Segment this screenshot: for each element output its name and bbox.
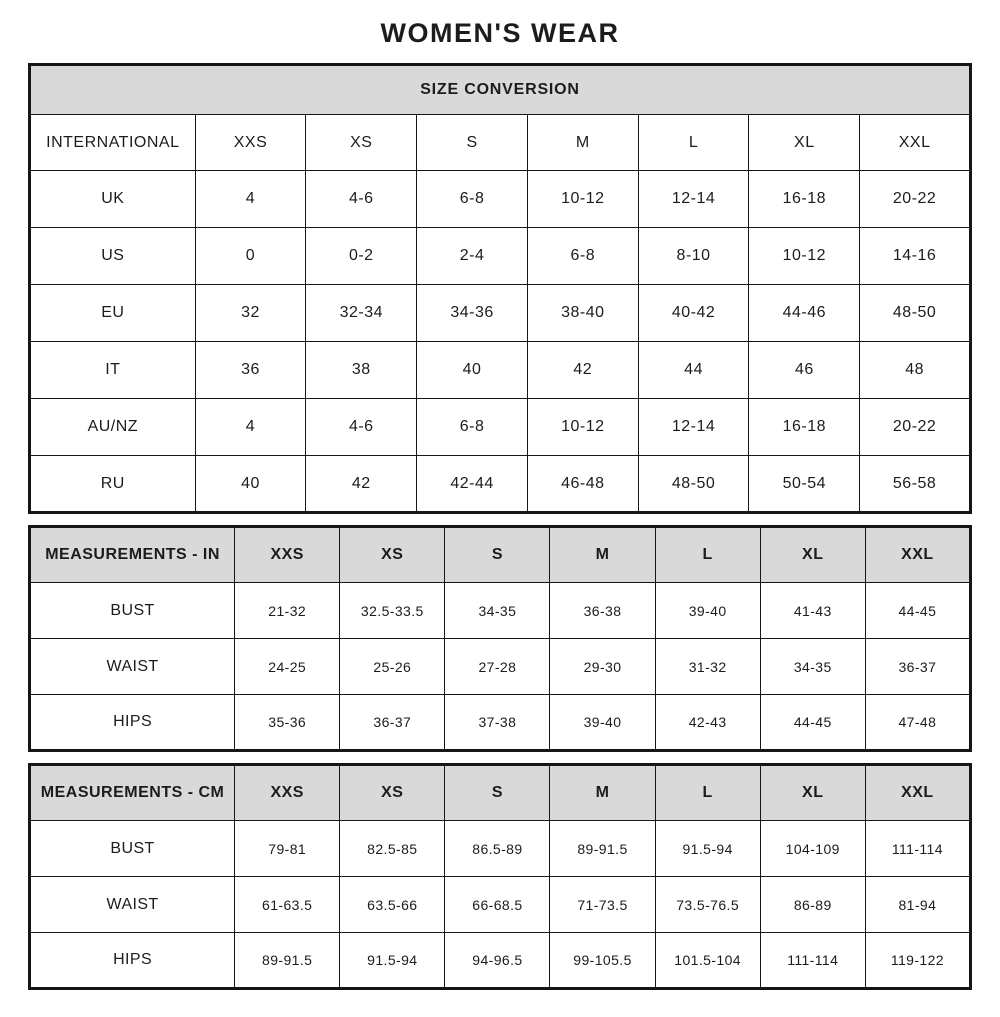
measurement-label: HIPS — [30, 695, 235, 751]
size-value-cell: 8-10 — [638, 228, 749, 285]
size-value-cell: 6-8 — [417, 399, 528, 456]
size-value-cell: 10-12 — [527, 399, 638, 456]
size-value-cell: 12-14 — [638, 171, 749, 228]
size-value-cell: 36 — [195, 342, 306, 399]
measurement-value-cell: 104-109 — [760, 821, 865, 877]
size-conversion-columns-row — [30, 115, 971, 171]
size-conversion-col-size: M — [527, 115, 638, 171]
size-value-cell: 56-58 — [860, 456, 971, 513]
size-value-cell: 48 — [860, 342, 971, 399]
size-conversion-table — [28, 63, 972, 514]
measurements-in-col-size: XS — [340, 527, 445, 583]
size-value-cell: 44 — [638, 342, 749, 399]
size-conversion-col-size: S — [417, 115, 528, 171]
measurement-value-cell: 34-35 — [760, 639, 865, 695]
measurement-value-cell: 82.5-85 — [340, 821, 445, 877]
measurement-value-cell: 99-105.5 — [550, 933, 655, 989]
measurements-cm-col-size: XS — [340, 765, 445, 821]
size-value-cell: 14-16 — [860, 228, 971, 285]
measurement-value-cell: 24-25 — [235, 639, 340, 695]
measurements-in-col-size: S — [445, 527, 550, 583]
size-value-cell: 32 — [195, 285, 306, 342]
measurements-cm-table — [28, 763, 972, 990]
size-value-cell: 34-36 — [417, 285, 528, 342]
table-row — [30, 456, 971, 513]
measurement-value-cell: 39-40 — [550, 695, 655, 751]
measurement-value-cell: 91.5-94 — [655, 821, 760, 877]
measurement-value-cell: 111-114 — [760, 933, 865, 989]
table-row — [30, 228, 971, 285]
size-value-cell: 50-54 — [749, 456, 860, 513]
measurement-value-cell: 42-43 — [655, 695, 760, 751]
measurement-value-cell: 71-73.5 — [550, 877, 655, 933]
size-value-cell: 0 — [195, 228, 306, 285]
measurements-cm-header-row — [30, 765, 971, 821]
measurement-value-cell: 89-91.5 — [235, 933, 340, 989]
measurement-value-cell: 89-91.5 — [550, 821, 655, 877]
region-label: IT — [30, 342, 196, 399]
table-row — [30, 639, 971, 695]
measurement-value-cell: 111-114 — [865, 821, 970, 877]
measurement-value-cell: 79-81 — [235, 821, 340, 877]
size-value-cell: 20-22 — [860, 399, 971, 456]
page-title: WOMEN'S WEAR — [380, 18, 620, 48]
size-value-cell: 4 — [195, 399, 306, 456]
measurement-label: BUST — [30, 583, 235, 639]
measurement-value-cell: 47-48 — [865, 695, 970, 751]
measurement-value-cell: 39-40 — [655, 583, 760, 639]
size-value-cell: 16-18 — [749, 171, 860, 228]
table-row — [30, 342, 971, 399]
measurements-cm-col-size: XXL — [865, 765, 970, 821]
size-conversion-banner-row — [30, 65, 971, 115]
size-value-cell: 42 — [527, 342, 638, 399]
measurement-value-cell: 34-35 — [445, 583, 550, 639]
size-conversion-col-size: XL — [749, 115, 860, 171]
size-value-cell: 10-12 — [527, 171, 638, 228]
measurement-value-cell: 61-63.5 — [235, 877, 340, 933]
region-label: RU — [30, 456, 196, 513]
measurement-value-cell: 94-96.5 — [445, 933, 550, 989]
measurements-in-header-row — [30, 527, 971, 583]
size-value-cell: 42-44 — [417, 456, 528, 513]
size-value-cell: 16-18 — [749, 399, 860, 456]
size-conversion-col-label: INTERNATIONAL — [30, 115, 196, 171]
measurement-value-cell: 44-45 — [865, 583, 970, 639]
table-row — [30, 695, 971, 751]
measurements-in-col-size: XL — [760, 527, 865, 583]
measurement-value-cell: 21-32 — [235, 583, 340, 639]
size-value-cell: 48-50 — [638, 456, 749, 513]
size-conversion-col-size: XXL — [860, 115, 971, 171]
measurements-cm-header: MEASUREMENTS - CM — [30, 765, 235, 821]
measurement-value-cell: 31-32 — [655, 639, 760, 695]
measurements-cm-col-size: XXS — [235, 765, 340, 821]
size-value-cell: 42 — [306, 456, 417, 513]
measurement-value-cell: 44-45 — [760, 695, 865, 751]
measurement-value-cell: 41-43 — [760, 583, 865, 639]
measurement-value-cell: 81-94 — [865, 877, 970, 933]
measurement-label: WAIST — [30, 877, 235, 933]
size-value-cell: 10-12 — [749, 228, 860, 285]
region-label: EU — [30, 285, 196, 342]
region-label: US — [30, 228, 196, 285]
size-value-cell: 20-22 — [860, 171, 971, 228]
size-value-cell: 4-6 — [306, 399, 417, 456]
size-value-cell: 12-14 — [638, 399, 749, 456]
size-conversion-col-size: XS — [306, 115, 417, 171]
size-value-cell: 40 — [417, 342, 528, 399]
size-value-cell: 6-8 — [417, 171, 528, 228]
size-value-cell: 40-42 — [638, 285, 749, 342]
measurement-label: HIPS — [30, 933, 235, 989]
measurements-cm-col-size: L — [655, 765, 760, 821]
table-row — [30, 583, 971, 639]
size-value-cell: 32-34 — [306, 285, 417, 342]
measurement-value-cell: 29-30 — [550, 639, 655, 695]
measurements-in-col-size: XXS — [235, 527, 340, 583]
measurement-value-cell: 36-38 — [550, 583, 655, 639]
size-value-cell: 2-4 — [417, 228, 528, 285]
region-label: UK — [30, 171, 196, 228]
measurement-value-cell: 63.5-66 — [340, 877, 445, 933]
region-label: AU/NZ — [30, 399, 196, 456]
measurements-in-col-size: M — [550, 527, 655, 583]
measurement-label: WAIST — [30, 639, 235, 695]
measurement-label: BUST — [30, 821, 235, 877]
size-value-cell: 6-8 — [527, 228, 638, 285]
measurement-value-cell: 101.5-104 — [655, 933, 760, 989]
measurement-value-cell: 35-36 — [235, 695, 340, 751]
measurement-value-cell: 32.5-33.5 — [340, 583, 445, 639]
measurement-value-cell: 27-28 — [445, 639, 550, 695]
measurement-value-cell: 36-37 — [865, 639, 970, 695]
measurement-value-cell: 73.5-76.5 — [655, 877, 760, 933]
size-value-cell: 44-46 — [749, 285, 860, 342]
table-row — [30, 933, 971, 989]
measurement-value-cell: 37-38 — [445, 695, 550, 751]
size-value-cell: 40 — [195, 456, 306, 513]
measurement-value-cell: 66-68.5 — [445, 877, 550, 933]
size-value-cell: 46 — [749, 342, 860, 399]
table-row — [30, 877, 971, 933]
size-value-cell: 4-6 — [306, 171, 417, 228]
measurements-in-col-size: L — [655, 527, 760, 583]
table-row — [30, 821, 971, 877]
size-value-cell: 46-48 — [527, 456, 638, 513]
size-conversion-col-size: XXS — [195, 115, 306, 171]
size-value-cell: 38-40 — [527, 285, 638, 342]
measurement-value-cell: 86.5-89 — [445, 821, 550, 877]
size-value-cell: 48-50 — [860, 285, 971, 342]
size-conversion-header: SIZE CONVERSION — [30, 65, 971, 115]
table-row — [30, 171, 971, 228]
measurements-cm-col-size: XL — [760, 765, 865, 821]
measurement-value-cell: 86-89 — [760, 877, 865, 933]
measurements-cm-col-size: S — [445, 765, 550, 821]
table-row — [30, 399, 971, 456]
measurements-in-header: MEASUREMENTS - IN — [30, 527, 235, 583]
measurement-value-cell: 91.5-94 — [340, 933, 445, 989]
measurements-in-col-size: XXL — [865, 527, 970, 583]
measurement-value-cell: 25-26 — [340, 639, 445, 695]
measurements-cm-col-size: M — [550, 765, 655, 821]
size-value-cell: 4 — [195, 171, 306, 228]
measurement-value-cell: 36-37 — [340, 695, 445, 751]
size-conversion-col-size: L — [638, 115, 749, 171]
table-row — [30, 285, 971, 342]
measurement-value-cell: 119-122 — [865, 933, 970, 989]
size-value-cell: 38 — [306, 342, 417, 399]
size-value-cell: 0-2 — [306, 228, 417, 285]
measurements-in-table — [28, 525, 972, 752]
